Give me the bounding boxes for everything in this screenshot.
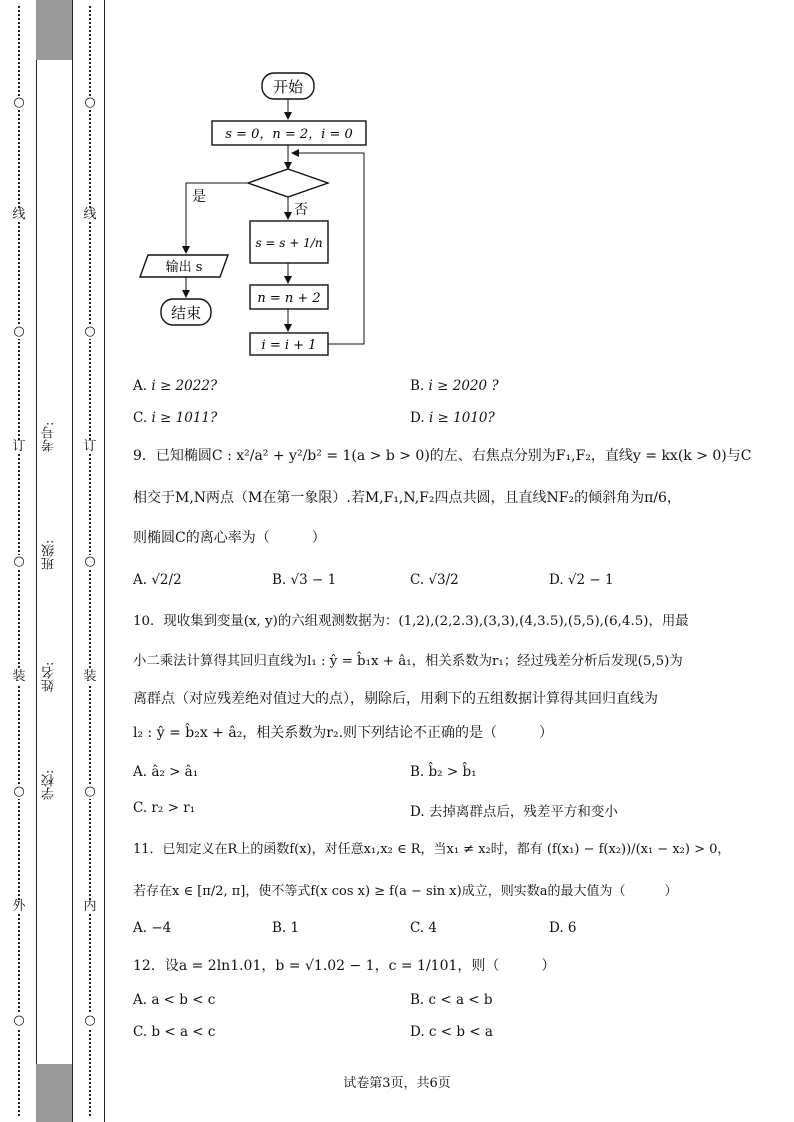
gray-band-top [36,0,72,60]
q10-option-c[interactable]: C. r₂ > r₁ [133,800,196,816]
binding-mark: 装 [83,669,97,684]
q9-stem-line3: 则椭圆C的离心率为（ ） [133,530,326,546]
q11-stem-line2: 若存在x ∈ [π/2, π]，使不等式f(x cos x) ≥ f(a − sin x)成立，则实数a的最大值为（ ） [133,884,678,899]
binding-mark: 外 [12,899,26,914]
q12-option-d[interactable]: D. c < b < a [410,1024,493,1040]
option-label: B. [410,378,425,394]
binding-strip-outer [0,0,36,1122]
page-footer: 试卷第3页，共6页 [343,1076,451,1091]
class-field[interactable]: 班级: [42,539,57,571]
exam-number-field[interactable]: 考号: [42,421,57,453]
option-label: C. [133,410,148,426]
n-step-label: n = n + 2 [257,291,321,306]
strip-border [36,0,37,1122]
q10-stem-line2: 小二乘法计算得其回归直线为l₁ : ŷ = b̂₁x + â₁，相关系数为r₁；经过残差分析后发现(5,5)为 [133,654,683,669]
option-label: D. [410,410,425,426]
binding-mark: ○ [11,96,27,110]
q10-stem-line4: l₂ : ŷ = b̂₂x + â₂，相关系数为r₂.则下列结论不正确的是（ ） [133,725,554,741]
binding-mark: ○ [82,1014,98,1028]
q8-option-a[interactable] [133,378,217,394]
option-label: A. [133,378,148,394]
flowchart [130,65,380,365]
binding-strip-inner [72,0,105,1122]
binding-mark: ○ [82,325,98,339]
q8-option-d[interactable] [410,410,495,426]
q9-option-a[interactable]: A. √2/2 [133,572,182,588]
sum-label: s = s + 1/n [255,236,323,250]
name-field[interactable]: 姓名: [42,661,57,693]
i-step-label: i = i + 1 [261,338,317,353]
q11-stem-line1: 11．已知定义在R上的函数f(x)，对任意x₁,x₂ ∈ R，当x₁ ≠ x₂时，都有 (f(x₁) − f(x₂))/(x₁ − x₂) > 0， [133,842,731,857]
binding-mark: ○ [82,96,98,110]
q9-option-b[interactable]: B. √3 − 1 [272,572,337,588]
binding-mark: 内 [83,899,97,914]
yes-label: 是 [192,189,206,205]
q9-option-c[interactable]: C. √3/2 [410,572,459,588]
end-label: 结束 [170,304,202,322]
binding-mark: ○ [11,555,27,569]
init-box [212,121,366,145]
output-box [140,255,228,277]
binding-mark: 订 [12,439,26,454]
no-label: 否 [294,202,308,218]
binding-mark: ○ [82,785,98,799]
q9-stem-line1: 9．已知椭圆C : x²/a² + y²/b² = 1(a > b > 0)的左、右焦点分别为F₁,F₂，直线y = kx(k > 0)与C [133,448,752,464]
q11-option-c[interactable]: C. 4 [410,920,438,936]
q11-option-b[interactable]: B. 1 [272,920,300,936]
end-terminal [161,299,211,325]
binding-mark: ○ [11,1014,27,1028]
binding-mark: ○ [82,555,98,569]
q9-stem-line2: 相交于M,N两点（M在第一象限）.若M,F₁,N,F₂四点共圆，且直线NF₂的倾斜角为π/6， [133,490,681,506]
option-text: i ≥ 1011? [151,410,218,426]
binding-mark: ○ [11,325,27,339]
q11-option-d[interactable]: D. 6 [549,920,577,936]
q9-option-d[interactable]: D. √2 − 1 [549,572,614,588]
init-label: s = 0，n = 2，i = 0 [225,127,353,142]
option-text: i ≥ 2022? [151,378,218,394]
binding-mark: 装 [12,669,26,684]
binding-mark: 订 [83,439,97,454]
school-field[interactable]: 学校: [42,769,57,801]
start-label: 开始 [272,78,304,96]
output-label: 输出 s [165,260,203,275]
option-text: i ≥ 2020 ? [428,378,499,394]
q10-option-a[interactable]: A. â₂ > â₁ [133,764,199,780]
q10-stem-line1: 10．现收集到变量(x, y)的六组观测数据为：(1,2),(2,2.3),(3,3),(4,3.5),(5,5),(6,4.5)，用最 [133,614,689,629]
sum-box [250,221,328,263]
q8-option-c[interactable] [133,410,217,426]
q8-option-b[interactable] [410,378,499,394]
n-step-box [250,285,328,309]
q12-option-b[interactable]: B. c < a < b [410,992,493,1008]
q12-option-a[interactable]: A. a < b < c [133,992,216,1008]
i-step-box [250,333,328,355]
binding-mark: 线 [83,207,97,222]
option-text: i ≥ 1010? [428,410,495,426]
binding-mark: ○ [11,785,27,799]
q10-option-b[interactable]: B. b̂₂ > b̂₁ [410,764,477,780]
condition-diamond [248,169,328,197]
q12-stem: 12．设a = 2ln1.01，b = √1.02 − 1，c = 1/101，则（ ） [133,958,556,974]
q12-option-c[interactable]: C. b < a < c [133,1024,216,1040]
q11-option-a[interactable]: A. −4 [133,920,172,936]
q10-option-d[interactable]: D. 去掉离群点后，残差平方和变小 [410,804,618,820]
start-terminal [262,73,314,99]
q10-stem-line3: 离群点（对应残差绝对值过大的点），剔除后，用剩下的五组数据计算得其回归直线为 [133,691,658,707]
binding-mark: 线 [12,207,26,222]
